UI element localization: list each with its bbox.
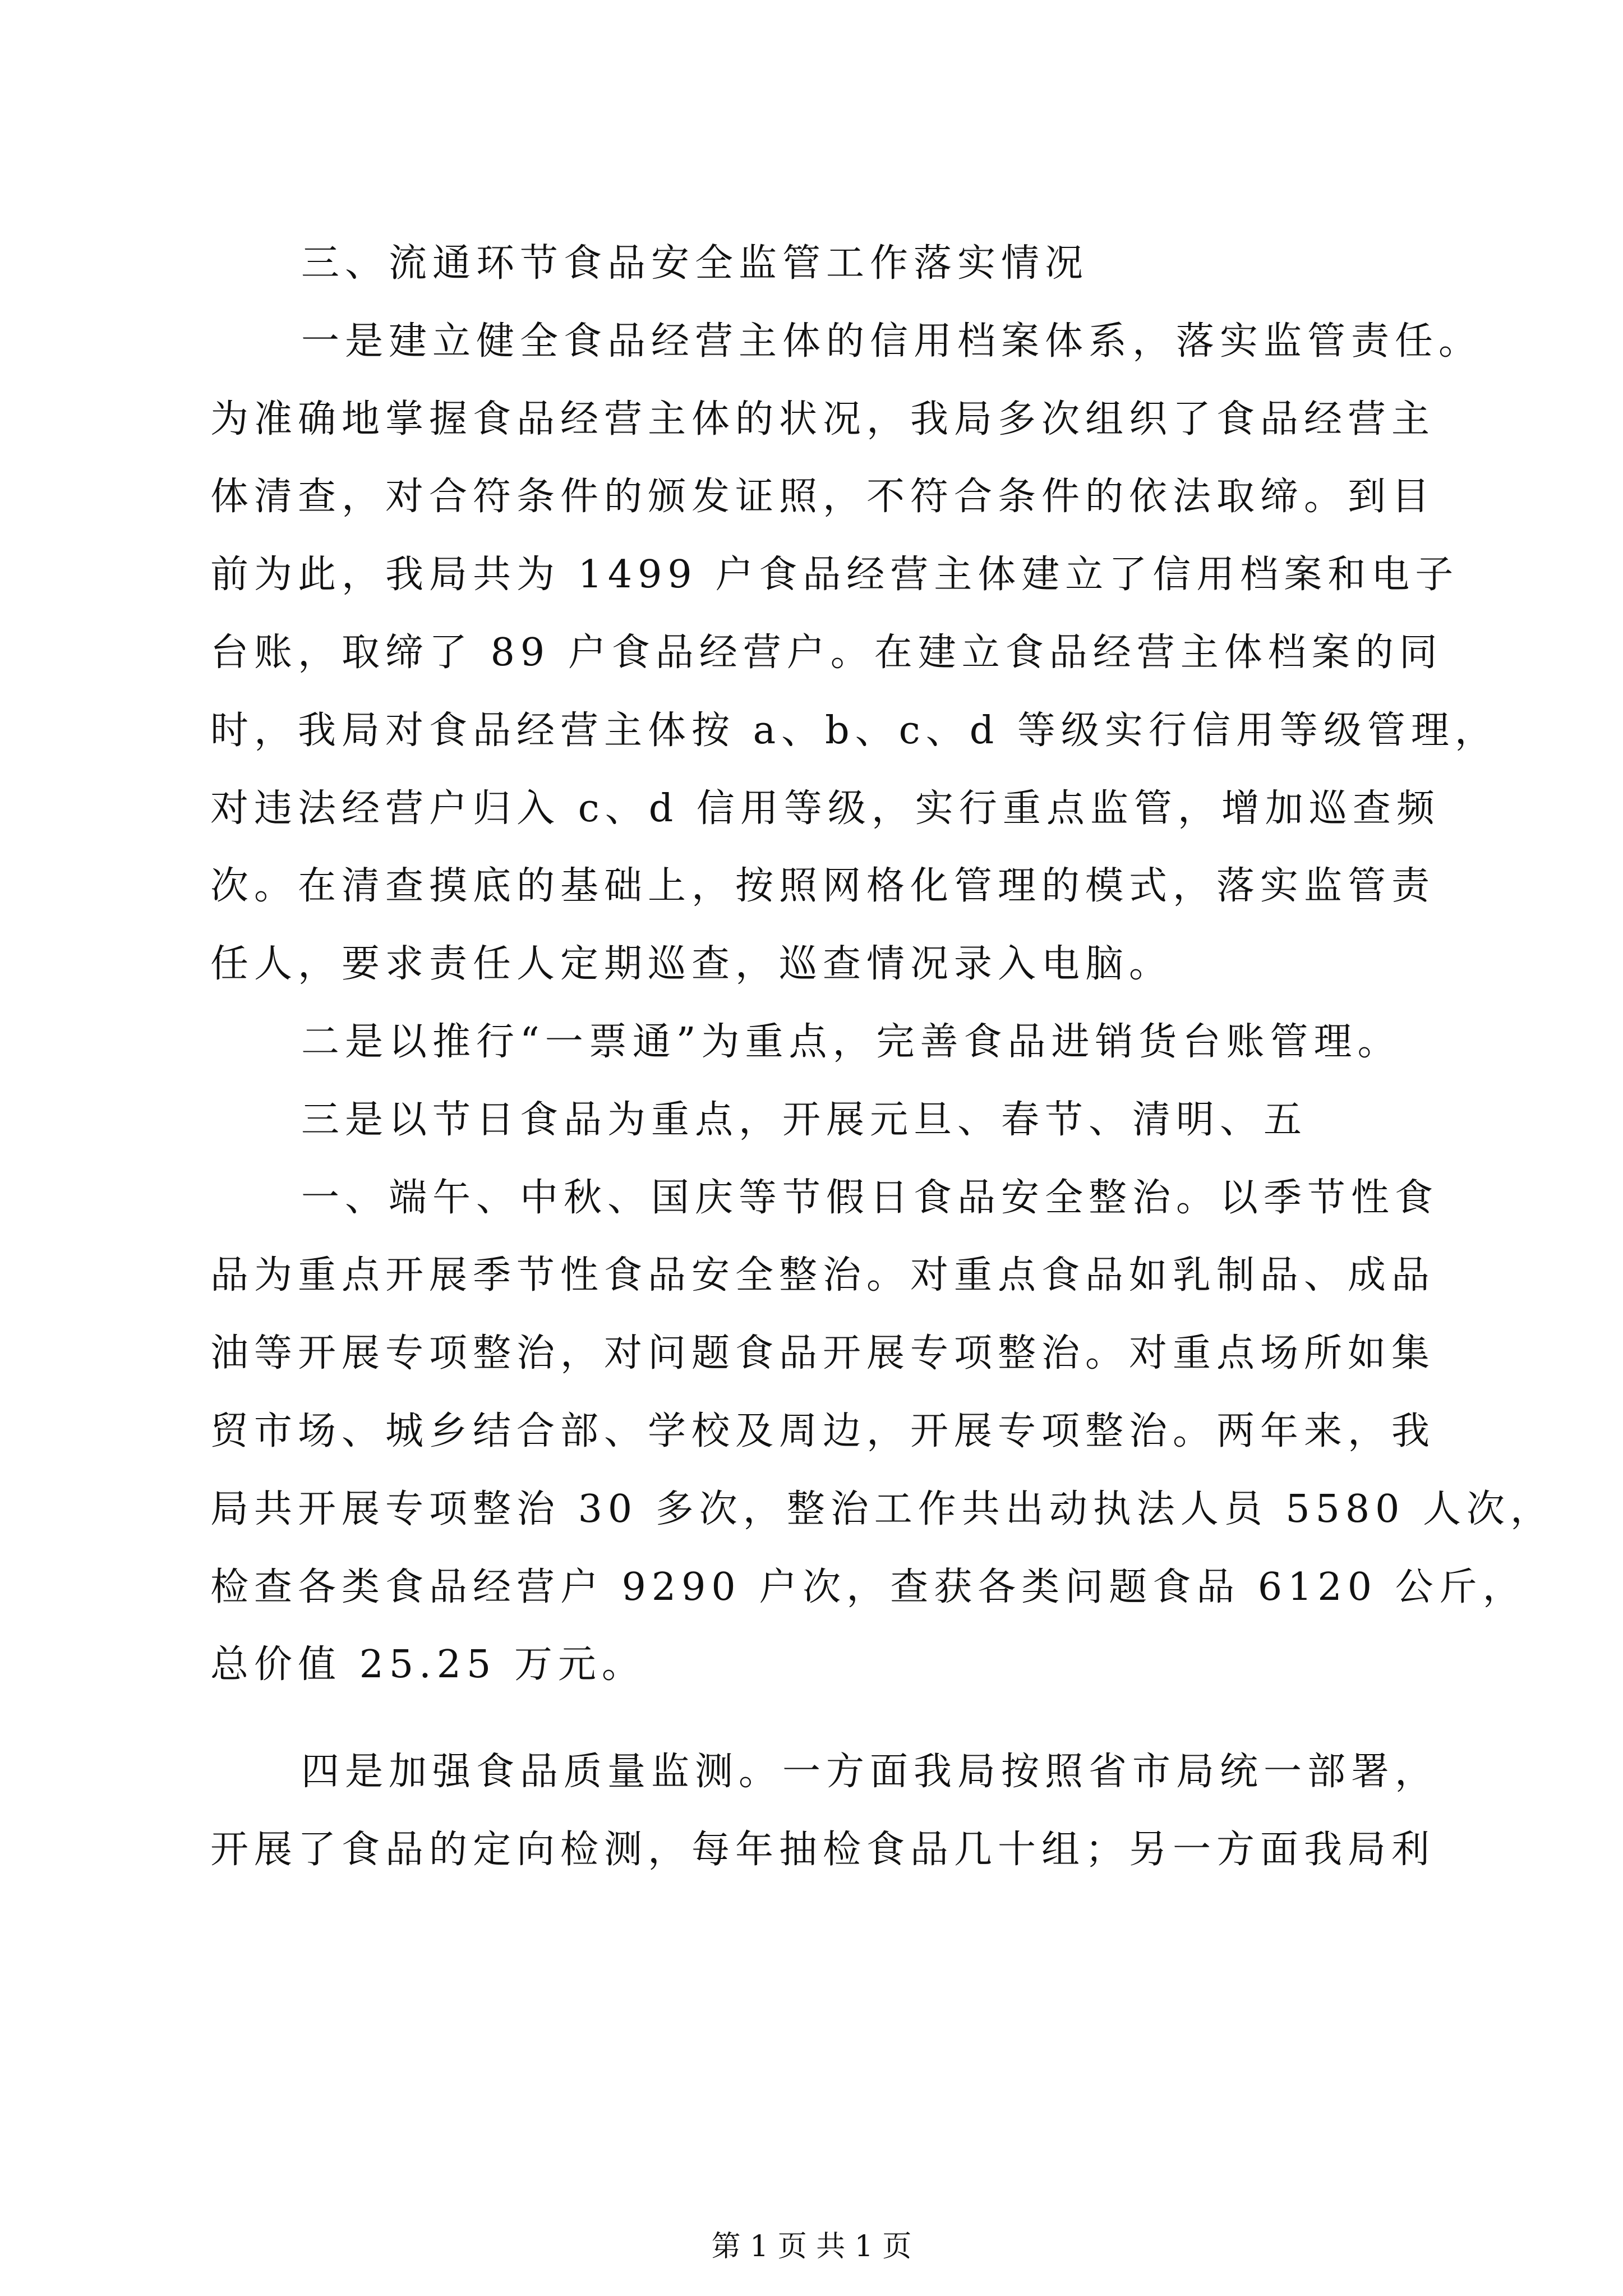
body-line: 二是以推行“一票通”为重点，完善食品进销货台账管理。	[301, 1020, 1401, 1064]
body-line: 时，我局对食品经营主体按 a、b、c、d 等级实行信用等级管理，	[210, 708, 1498, 753]
body-line: 任人，要求责任人定期巡查，巡查情况录入电脑。	[210, 942, 1173, 986]
body-line: 局共开展专项整治 30 多次，整治工作共出动执法人员 5580 人次，	[210, 1487, 1555, 1531]
body-line: 前为此，我局共为 1499 户食品经营主体建立了信用档案和电子	[210, 553, 1459, 597]
body-line: 为准确地掌握食品经营主体的状况，我局多次组织了食品经营主	[210, 397, 1436, 441]
body-line: 品为重点开展季节性食品安全整治。对重点食品如乳制品、成品	[210, 1253, 1436, 1297]
section-heading: 三、流通环节食品安全监管工作落实情况	[301, 241, 1089, 286]
body-line: 体清查，对合符条件的颁发证照，不符合条件的依法取缔。到目	[210, 475, 1436, 519]
body-line: 三是以节日食品为重点，开展元旦、春节、清明、五	[301, 1098, 1308, 1142]
body-line: 检查各类食品经营户 9290 户次，查获各类问题食品 6120 公斤，	[210, 1565, 1527, 1609]
body-line: 油等开展专项整治，对问题食品开展专项整治。对重点场所如集	[210, 1331, 1436, 1375]
body-line: 总价值 25.25 万元。	[210, 1642, 645, 1687]
body-line: 开展了食品的定向检测，每年抽检食品几十组；另一方面我局利	[210, 1828, 1436, 1872]
page-number: 第 1 页 共 1 页	[711, 2230, 912, 2263]
body-line: 一、端午、中秋、国庆等节假日食品安全整治。以季节性食	[301, 1176, 1439, 1220]
body-line: 贸市场、城乡结合部、学校及周边，开展专项整治。两年来，我	[210, 1409, 1436, 1453]
body-line: 四是加强食品质量监测。一方面我局按照省市局统一部署，	[301, 1750, 1439, 1794]
body-line: 次。在清查摸底的基础上，按照网格化管理的模式，落实监管责	[210, 864, 1436, 908]
body-line: 对违法经营户归入 c、d 信用等级，实行重点监管，增加巡查频	[210, 786, 1440, 831]
body-line: 台账，取缔了 89 户食品经营户。在建立食品经营主体档案的同	[210, 631, 1443, 675]
body-line: 一是建立健全食品经营主体的信用档案体系，落实监管责任。	[301, 319, 1483, 364]
